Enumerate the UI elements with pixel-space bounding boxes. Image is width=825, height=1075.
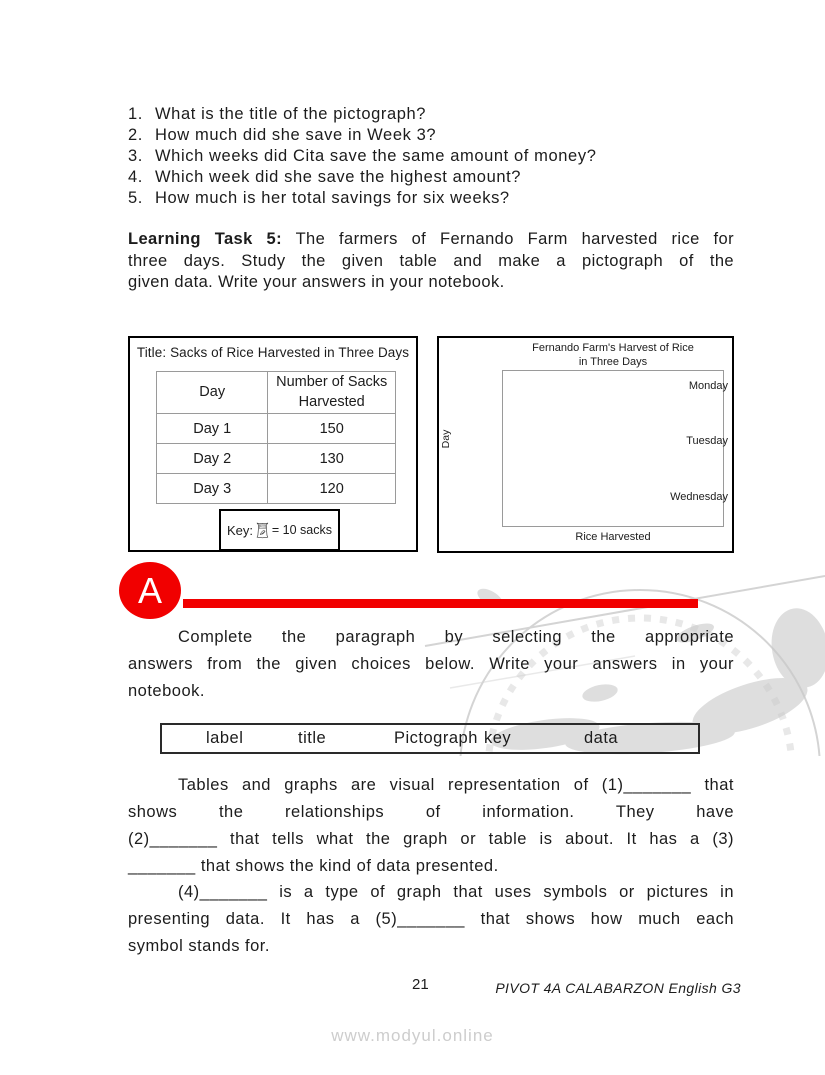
cell-sacks: 130 bbox=[268, 444, 396, 474]
rice-data-table-box bbox=[128, 336, 418, 552]
table-row bbox=[157, 474, 396, 504]
instruction-line: answers from the given choices below. Write your answers in your bbox=[128, 655, 734, 673]
day-label-tuesday: Tuesday bbox=[686, 435, 728, 447]
key-label: Key: bbox=[227, 522, 254, 538]
question-item bbox=[128, 146, 734, 167]
question-text: How much is her total savings for six weeks? bbox=[155, 189, 510, 207]
question-number: 1. bbox=[128, 105, 143, 123]
learning-task-paragraph bbox=[128, 229, 734, 294]
question-item bbox=[128, 125, 734, 146]
choice-label: label bbox=[206, 729, 244, 747]
instruction-line: Complete the paragraph by selecting the appropriate bbox=[178, 628, 734, 646]
instruction-line: notebook. bbox=[128, 682, 205, 700]
choice-title: title bbox=[298, 729, 327, 747]
section-a-rule bbox=[183, 599, 698, 608]
cell-sacks: 120 bbox=[268, 474, 396, 504]
day-label-wednesday: Wednesday bbox=[670, 491, 728, 503]
question-list bbox=[128, 104, 734, 209]
cell-day: Day 3 bbox=[157, 474, 268, 504]
cloze-line: symbol stands for. bbox=[128, 937, 270, 955]
cloze-line: shows the relationships of information. They have bbox=[128, 803, 734, 821]
word-choices-box bbox=[160, 723, 700, 754]
column-header-sacks: Number of Sacks Harvested bbox=[268, 372, 396, 414]
cell-day: Day 1 bbox=[157, 414, 268, 444]
question-number: 2. bbox=[128, 126, 143, 144]
section-a-letter: A bbox=[137, 569, 162, 611]
url-watermark: www.modyul.online bbox=[331, 1026, 494, 1045]
learning-task-label: Learning Task 5: bbox=[128, 230, 283, 248]
y-axis-label: Day bbox=[440, 429, 452, 449]
key-value: = 10 sacks bbox=[271, 523, 332, 537]
cell-sacks: 150 bbox=[268, 414, 396, 444]
choice-data: data bbox=[584, 729, 619, 747]
cloze-line: (2)_______ that tells what the graph or table is about. It has a (3) bbox=[128, 830, 734, 848]
learning-task-text: The farmers of Fernando Farm harvested rice for bbox=[295, 230, 734, 248]
rice-sack-icon bbox=[256, 514, 269, 546]
pictograph-title: Fernando Farm's Harvest of Rice in Three Days bbox=[532, 342, 694, 368]
page-number: 21 bbox=[412, 976, 429, 993]
choice-pictograph: Pictograph bbox=[394, 729, 478, 747]
table-header-row bbox=[157, 372, 396, 414]
section-a-badge bbox=[119, 562, 181, 619]
question-number: 3. bbox=[128, 147, 143, 165]
day-label-monday: Monday bbox=[688, 380, 728, 392]
rice-table bbox=[156, 371, 396, 504]
choice-key: key bbox=[484, 729, 512, 747]
footer-source: PIVOT 4A CALABARZON English G3 bbox=[495, 980, 741, 996]
section-a-instructions bbox=[128, 624, 734, 705]
question-number: 5. bbox=[128, 189, 143, 207]
question-text: How much did she save in Week 3? bbox=[155, 126, 437, 144]
question-item bbox=[128, 167, 734, 188]
cloze-line: _______ that shows the kind of data presented. bbox=[128, 857, 499, 875]
cloze-line: presenting data. It has a (5)_______ that shows how much each bbox=[128, 910, 734, 928]
learning-task-line: three days. Study the given table and make a pictograph of the bbox=[128, 251, 734, 270]
pictograph-plot-area bbox=[502, 370, 724, 527]
question-text: Which week did she save the highest amount? bbox=[155, 168, 522, 186]
cloze-line: Tables and graphs are visual representation of (1)_______ that bbox=[178, 776, 734, 794]
cloze-paragraph-2 bbox=[128, 879, 734, 960]
question-item bbox=[128, 188, 734, 209]
column-header-day: Day bbox=[157, 372, 268, 414]
question-number: 4. bbox=[128, 168, 143, 186]
pictograph-box bbox=[437, 336, 734, 553]
cloze-line: (4)_______ is a type of graph that uses symbols or pictures in bbox=[178, 883, 734, 901]
question-item bbox=[128, 104, 734, 125]
learning-task-line bbox=[128, 229, 734, 251]
cloze-paragraph-1 bbox=[128, 772, 734, 880]
question-text: Which weeks did Cita save the same amount of money? bbox=[155, 147, 597, 165]
pictograph-key-box bbox=[219, 509, 340, 551]
question-text: What is the title of the pictograph? bbox=[155, 105, 427, 123]
table-row bbox=[157, 444, 396, 474]
x-axis-label: Rice Harvested bbox=[575, 531, 651, 543]
table-row bbox=[157, 414, 396, 444]
table-title: Title: Sacks of Rice Harvested in Three Days bbox=[136, 345, 410, 360]
cell-day: Day 2 bbox=[157, 444, 268, 474]
svg-text:RICE: RICE bbox=[259, 526, 266, 529]
learning-task-line: given data. Write your answers in your notebook. bbox=[128, 273, 505, 291]
